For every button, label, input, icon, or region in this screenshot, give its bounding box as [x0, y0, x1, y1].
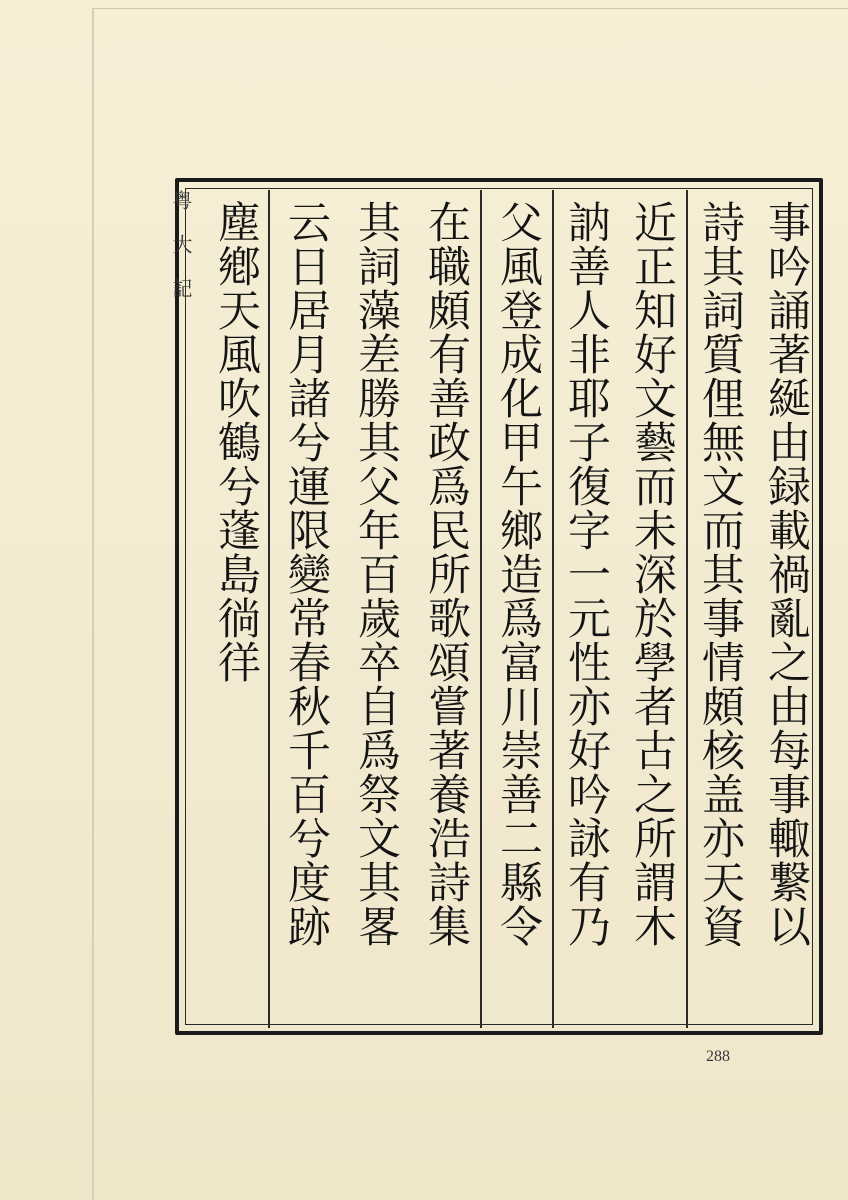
page-left-edge	[92, 8, 94, 1200]
column-divider	[686, 190, 688, 1028]
column-divider	[480, 190, 482, 1028]
margin-label: 粤 大 記	[169, 190, 193, 298]
text-column-7: 其詞藻差勝其父年百歲卒自爲祭文其畧	[351, 200, 401, 948]
text-column-2: 詩其詞質俚無文而其事情頗核盖亦天資	[695, 200, 745, 948]
column-divider	[268, 190, 270, 1028]
page-top-edge	[92, 8, 848, 13]
page-number: 288	[706, 1048, 730, 1065]
text-column-3: 近正知好文藝而未深於學者古之所謂木	[627, 200, 677, 948]
text-column-5: 父風登成化甲午鄉造爲富川崇善二縣令	[493, 200, 543, 948]
column-divider	[552, 190, 554, 1028]
text-column-1: 事吟誦著綖由録載禍亂之由每事輙繋以	[761, 200, 811, 948]
text-column-9: 塵鄕天風吹鶴兮蓬島徜徉	[211, 200, 261, 684]
text-column-6: 在職頗有善政爲民所歌頌嘗著養浩詩集	[421, 200, 471, 948]
text-column-4: 訥善人非耶子復字一元性亦好吟詠有乃	[561, 200, 611, 948]
text-column-8: 云日居月諸兮運限變常春秋千百兮度跡	[281, 200, 331, 948]
